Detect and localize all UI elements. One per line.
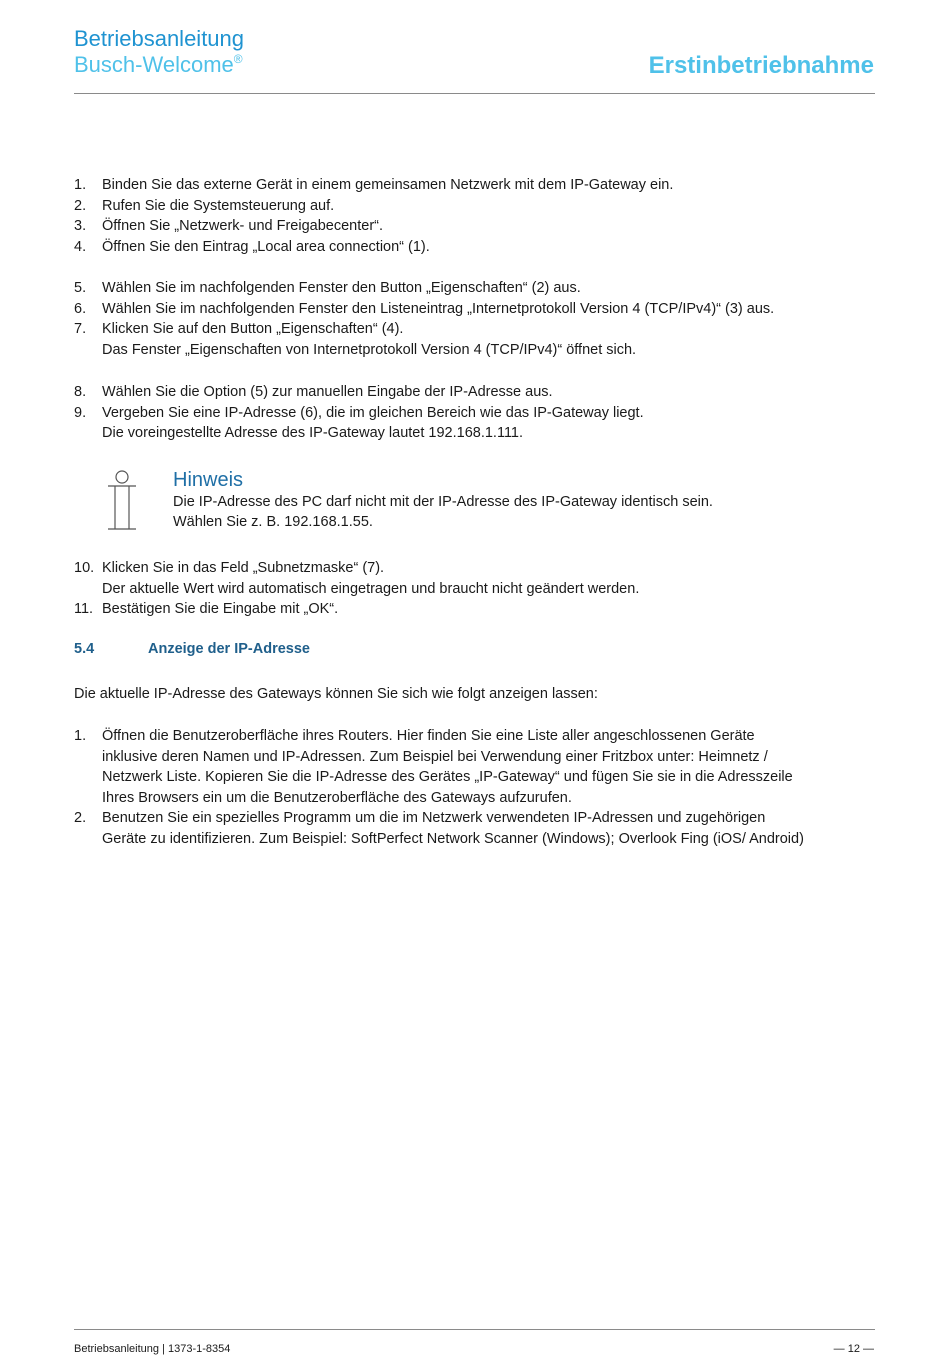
product-name-text: Busch-Welcome bbox=[74, 52, 234, 77]
list-item-line: Wählen Sie die Option (5) zur manuellen Eingabe der IP-Adresse aus. bbox=[102, 384, 553, 400]
list-item-line: Netzwerk Liste. Kopieren Sie die IP-Adresse des Gerätes „IP-Gateway“ und fügen Sie sie in die Adresszeile bbox=[102, 769, 793, 786]
list-item-number: 2. bbox=[74, 197, 87, 214]
list-item-number: 6. bbox=[74, 300, 87, 317]
footer-doc-id: Betriebsanleitung | 1373-1-8354 bbox=[74, 1343, 231, 1355]
list-item-line: Öffnen Sie den Eintrag „Local area connection“ (1). bbox=[102, 238, 430, 255]
section-intro: Die aktuelle IP-Adresse des Gateways können Sie sich wie folgt anzeigen lassen: bbox=[74, 686, 598, 702]
list-item-number: 5. bbox=[74, 280, 87, 296]
list-item-line: Wählen Sie im nachfolgenden Fenster den Listeneintrag „Internetprotokoll Version 4 (TCP/IPv4)“ (3) aus. bbox=[102, 300, 775, 317]
list-item-text bbox=[102, 558, 882, 599]
list-item bbox=[74, 175, 884, 196]
section-number: 5.4 bbox=[74, 641, 95, 657]
list-item-line: Klicken Sie in das Feld „Subnetzmaske“ (7). bbox=[102, 560, 385, 576]
list-item-text bbox=[102, 403, 882, 444]
list-item-line: Das Fenster „Eigenschaften von Internetprotokoll Version 4 (TCP/IPv4)“ öffnet sich. bbox=[102, 341, 637, 358]
list-item-text bbox=[102, 808, 882, 849]
list-item bbox=[74, 278, 884, 299]
list-item bbox=[74, 726, 884, 808]
note-title: Hinweis bbox=[173, 469, 244, 491]
list-item-number: 7. bbox=[74, 321, 87, 338]
section-heading: Anzeige der IP-Adresse bbox=[148, 641, 310, 657]
list-item bbox=[74, 299, 884, 320]
header-divider bbox=[74, 93, 875, 94]
list-item-text bbox=[102, 382, 882, 403]
list-item-text bbox=[102, 175, 882, 196]
list-item-number: 10. bbox=[74, 560, 95, 576]
list-item-line: Benutzen Sie ein spezielles Programm um die im Netzwerk verwendeten IP-Adressen und zugehörigen bbox=[102, 810, 766, 827]
list-item bbox=[74, 808, 884, 849]
page-number: — 12 — bbox=[833, 1343, 874, 1355]
list-item-number: 4. bbox=[74, 238, 87, 255]
list-item-line: Rufen Sie die Systemsteuerung auf. bbox=[102, 197, 335, 214]
list-item-number: 1. bbox=[74, 728, 87, 744]
list-item-text bbox=[102, 196, 882, 217]
list-item-line: Öffnen die Benutzeroberfläche ihres Routers. Hier finden Sie eine Liste aller angeschlossenen Geräte bbox=[102, 728, 755, 744]
list-item-text bbox=[102, 319, 882, 360]
list-item-text bbox=[102, 237, 882, 258]
list-item-text bbox=[102, 216, 882, 237]
list-item bbox=[74, 319, 884, 360]
list-item-text bbox=[102, 299, 882, 320]
list-item bbox=[74, 382, 884, 403]
list-item-text bbox=[102, 278, 882, 299]
document-title: Betriebsanleitung bbox=[74, 26, 245, 51]
list-item bbox=[74, 196, 884, 217]
list-item bbox=[74, 216, 884, 237]
footer-divider bbox=[74, 1329, 875, 1330]
list-item bbox=[74, 403, 884, 444]
list-item bbox=[74, 237, 884, 258]
list-item-line: Der aktuelle Wert wird automatisch eingetragen und braucht nicht geändert werden. bbox=[102, 580, 640, 597]
list-item bbox=[74, 599, 884, 620]
list-item-number: 2. bbox=[74, 810, 87, 827]
list-item-number: 1. bbox=[74, 177, 87, 193]
info-icon bbox=[106, 469, 138, 531]
list-item-number: 8. bbox=[74, 384, 87, 400]
list-item-number: 9. bbox=[74, 404, 87, 421]
list-item-line: Bestätigen Sie die Eingabe mit „OK“. bbox=[102, 601, 339, 618]
list-item-text bbox=[102, 599, 882, 620]
list-item-text bbox=[102, 726, 882, 808]
list-item-line: Geräte zu identifizieren. Zum Beispiel: SoftPerfect Network Scanner (Windows); Overlook Fing (iOS/ Android) bbox=[102, 830, 804, 847]
product-name bbox=[74, 52, 243, 78]
registered-mark: ® bbox=[233, 52, 243, 66]
list-item-line: Vergeben Sie eine IP-Adresse (6), die im gleichen Bereich wie das IP-Gateway liegt. bbox=[102, 404, 644, 421]
list-item-number: 3. bbox=[74, 218, 87, 235]
list-item-line: Binden Sie das externe Gerät in einem gemeinsamen Netzwerk mit dem IP-Gateway ein. bbox=[102, 177, 674, 193]
chapter-title: Erstinbetriebnahme bbox=[648, 52, 874, 79]
list-item-line: Öffnen Sie „Netzwerk- und Freigabecenter“. bbox=[102, 218, 384, 235]
list-item-line: inklusive deren Namen und IP-Adressen. Zum Beispiel bei Verwendung einer Fritzbox unter: Heimnetz / bbox=[102, 748, 768, 765]
list-item-line: Klicken Sie auf den Button „Eigenschaften“ (4). bbox=[102, 321, 404, 338]
list-item bbox=[74, 558, 884, 599]
list-item-line: Ihres Browsers ein um die Benutzeroberfläche des Gateways aufzurufen. bbox=[102, 789, 572, 806]
note-line: Die IP-Adresse des PC darf nicht mit der IP-Adresse des IP-Gateway identisch sein. bbox=[173, 494, 713, 510]
list-item-line: Die voreingestellte Adresse des IP-Gateway lautet 192.168.1.111. bbox=[102, 425, 524, 442]
list-item-number: 11. bbox=[74, 601, 94, 618]
list-item-line: Wählen Sie im nachfolgenden Fenster den Button „Eigenschaften“ (2) aus. bbox=[102, 280, 581, 296]
note-line: Wählen Sie z. B. 192.168.1.55. bbox=[173, 514, 373, 530]
